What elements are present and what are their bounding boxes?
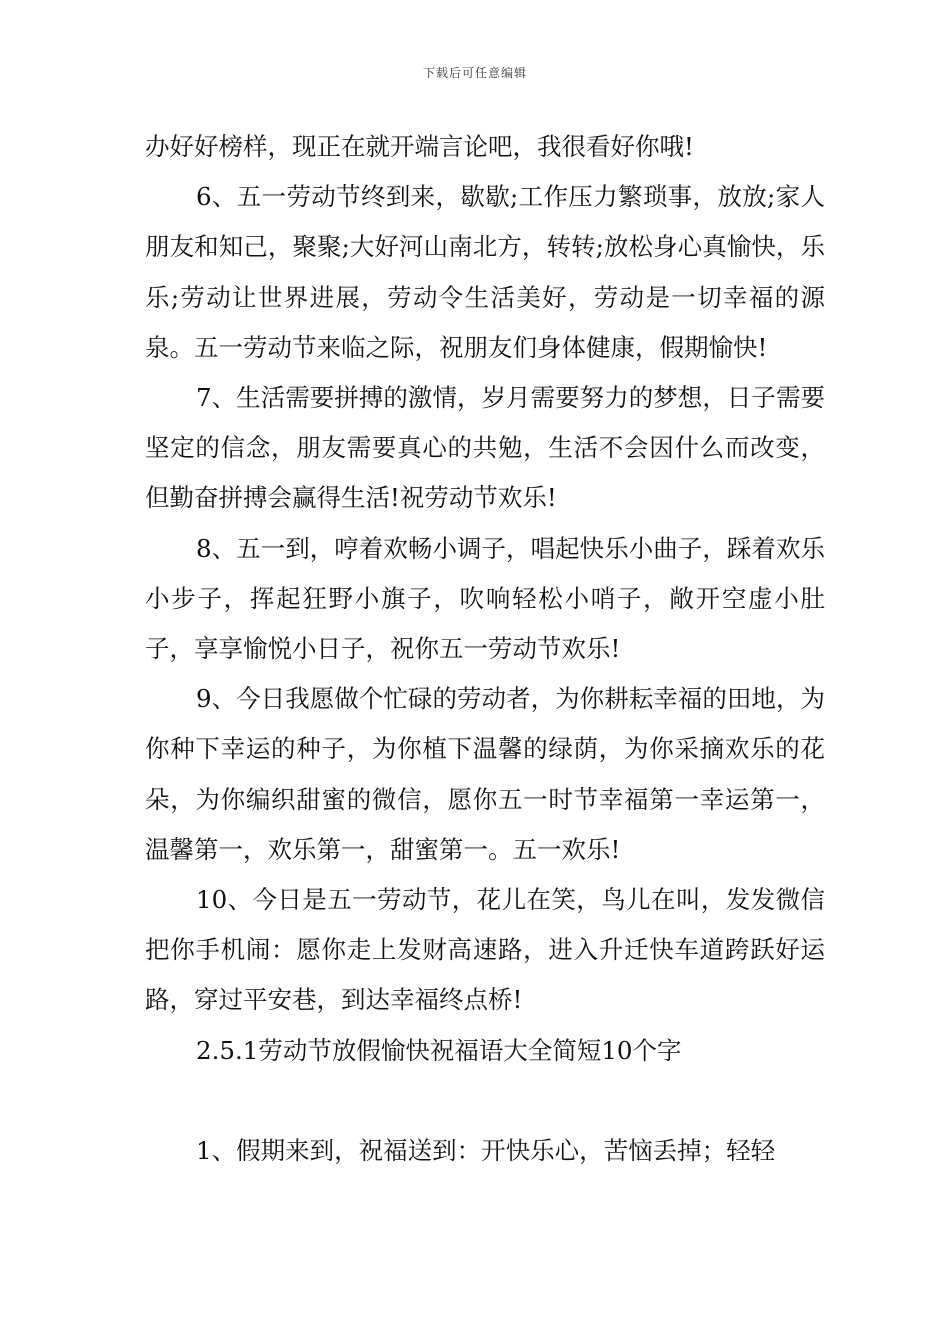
blank-line	[145, 1076, 825, 1126]
document-body	[145, 122, 825, 1176]
paragraph-item-8: 8、五一到，哼着欢畅小调子，唱起快乐小曲子，踩着欢乐小步子，挥起狂野小旗子，吹响轻松小哨子，敞开空虚小肚子，享享愉悦小日子，祝你五一劳动节欢乐!	[145, 533, 825, 664]
paragraph-item-6: 6、五一劳动节终到来，歇歇;工作压力繁琐事，放放;家人朋友和知己，聚聚;大好河山南北方，转转;放松身心真愉快，乐乐;劳动让世界进展，劳动令生活美好，劳动是一切幸福的源泉。五一劳动节来临之际，祝朋友们身体健康，假期愉快!	[145, 182, 825, 362]
paragraph-item-7: 7、生活需要拼搏的激情，岁月需要努力的梦想，日子需要坚定的信念，朋友需要真心的共勉，生活不会因什么而改变，但勤奋拼搏会赢得生活!祝劳动节欢乐!	[145, 383, 825, 513]
page-header: 下载后可任意编辑	[422, 66, 527, 80]
paragraph-item-10: 10、今日是五一劳动节，花儿在笑，鸟儿在叫，发发微信把你手机闹：愿你走上发财高速路，进入升迁快车道跨跃好运路，穿过平安巷，到达幸福终点桥!	[145, 885, 825, 1015]
paragraph-item-9: 9、今日我愿做个忙碌的劳动者，为你耕耘幸福的田地，为你种下幸运的种子，为你植下温馨的绿荫，为你采摘欢乐的花朵，为你编织甜蜜的微信，愿你五一时节幸福第一幸运第一，温馨第一，欢乐第一，甜蜜第一。五一欢乐!	[145, 684, 825, 864]
paragraph-item-1: 1、假期来到，祝福送到：开快乐心，苦恼丢掉；轻轻	[196, 1135, 776, 1165]
paragraph-continuation: 办好好榜样，现正在就开端言论吧，我很看好你哦!	[145, 132, 694, 161]
section-heading: 2.5.1劳动节放假愉快祝福语大全简短10个字	[196, 1035, 682, 1065]
